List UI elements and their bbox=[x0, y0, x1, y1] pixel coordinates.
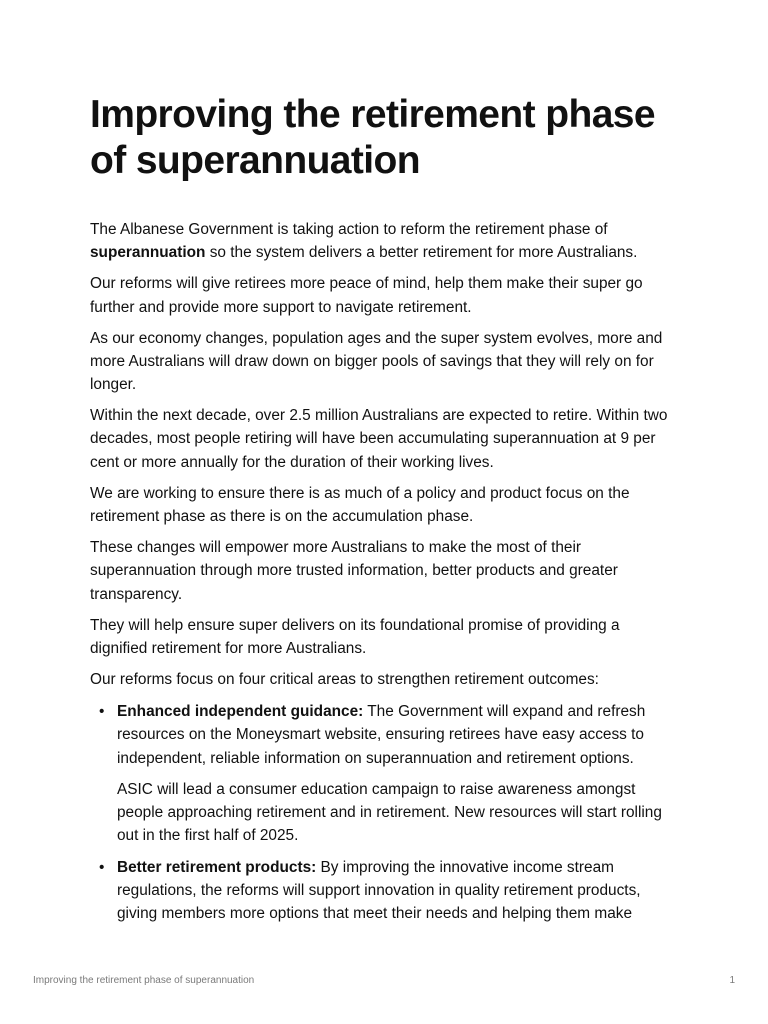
list-item-body: By improving the innovative income stream regulations, the reforms will support innovation in quality retirement products, giving members more options that meet their needs and helping them make bbox=[117, 858, 641, 923]
bullet-marker: • bbox=[99, 703, 105, 721]
paragraph-foundational-promise: They will help ensure super delivers on its foundational promise of providing a dignified retirement for more Australians. bbox=[90, 616, 620, 657]
reform-areas-list bbox=[90, 700, 676, 925]
list-item-guidance-text bbox=[117, 700, 676, 770]
list-item-products bbox=[99, 856, 676, 926]
list-item-body: The Government will expand and refresh resources on the Moneysmart website, ensuring retirees have easy access to independent, reliable information on superannuation and retirement options. bbox=[117, 703, 646, 767]
paragraph-peace-of-mind: Our reforms will give retirees more peace of mind, help them make their super go further and provide more support to navigate retirement. bbox=[90, 275, 643, 316]
footer-page-number: 1 bbox=[729, 975, 735, 986]
paragraph-intro-lead: The Albanese Government is taking action to reform the retirement phase of bbox=[90, 221, 608, 238]
page-title: Improving the retirement phase of superannuation bbox=[90, 93, 655, 182]
document-page bbox=[90, 92, 676, 934]
superannuation-bold-term: superannuation bbox=[90, 244, 206, 262]
bullet-marker: • bbox=[99, 858, 105, 876]
paragraph-intro-tail: so the system delivers a better retirement for more Australians. bbox=[205, 244, 638, 262]
list-item-guidance bbox=[99, 700, 676, 847]
paragraph-intro bbox=[90, 218, 676, 265]
list-item-products-text bbox=[117, 856, 676, 926]
paragraph-next-decade: Within the next decade, over 2.5 million Australians are expected to retire. Within two decades, most people retiring will have been accumulating superannuation at 9 per cent or more annually for the duration of their working lives. bbox=[90, 407, 668, 471]
paragraph-empower: These changes will empower more Australians to make the most of their superannuation through more trusted information, better products and greater transparency. bbox=[90, 539, 618, 603]
paragraph-policy-focus: We are working to ensure there is as much of a policy and product focus on the retirement phase as there is on the accumulation phase. bbox=[90, 484, 630, 526]
footer-document-title: Improving the retirement phase of superannuation bbox=[33, 975, 255, 986]
paragraph-economy-changes: As our economy changes, population ages and the super system evolves, more and more Australians will draw down on bigger pools of savings that they will rely on for longer. bbox=[90, 329, 663, 394]
paragraph-four-areas: Our reforms focus on four critical areas to strengthen retirement outcomes: bbox=[90, 670, 599, 688]
list-item-heading: Enhanced independent guidance: bbox=[117, 703, 364, 721]
list-item-heading: Better retirement products: bbox=[117, 858, 317, 876]
list-item-guidance-extra: ASIC will lead a consumer education campaign to raise awareness amongst people approaching retirement and in retirement. New resources will start rolling out in the first half of 2025. bbox=[117, 780, 662, 845]
